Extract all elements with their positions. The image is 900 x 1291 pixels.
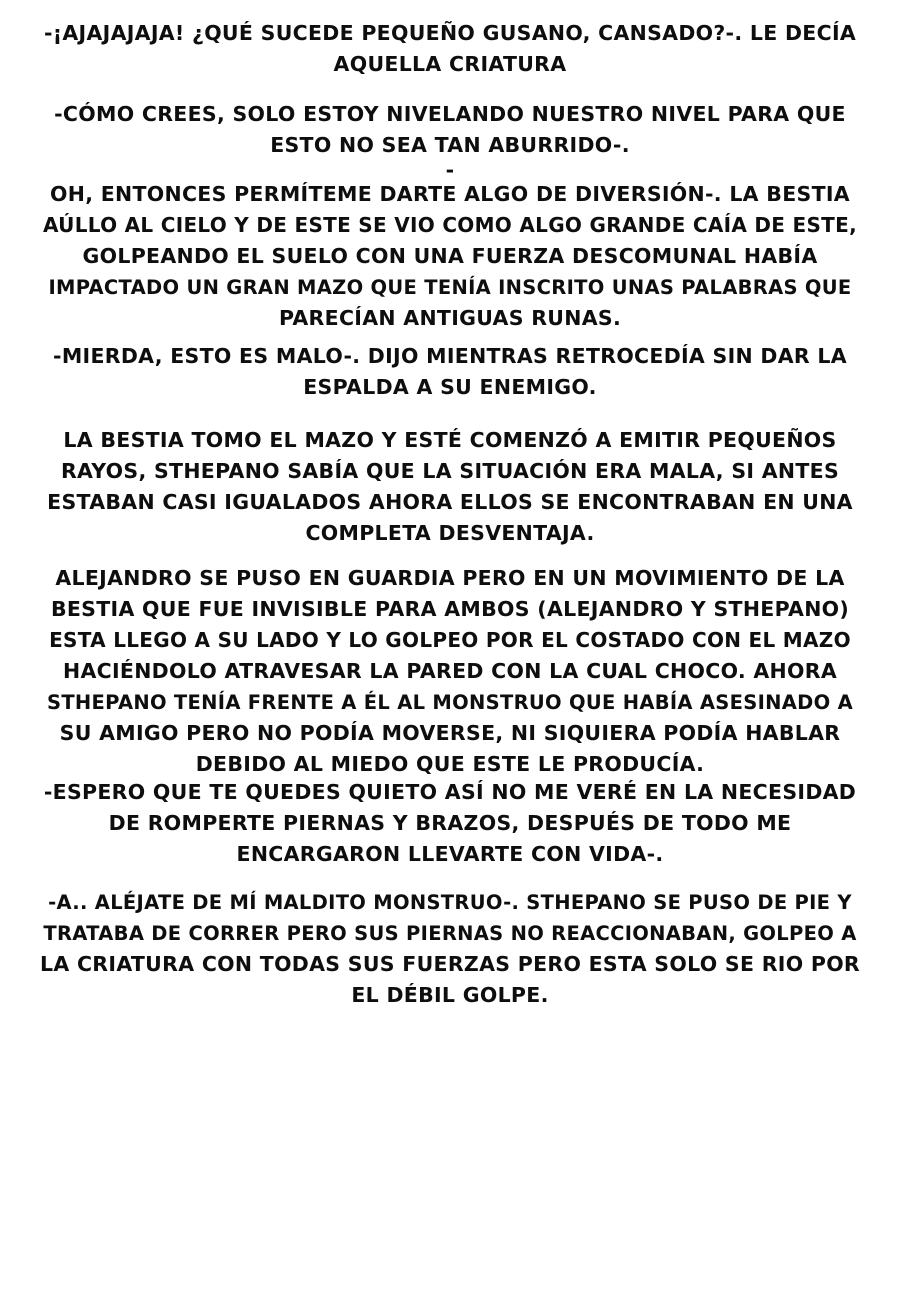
text-line: DE ROMPERTE PIERNAS Y BRAZOS, DESPUÉS DE TODO ME <box>108 811 792 835</box>
text-line: TRATABA DE CORRER PERO SUS PIERNAS NO REACCIONABAN, GOLPEO A <box>43 922 857 945</box>
text-line: PARECÍAN ANTIGUAS RUNAS. <box>278 306 622 330</box>
paragraph-6 <box>40 777 860 870</box>
text-line: LA BESTIA TOMO EL MAZO Y ESTÉ COMENZÓ A EMITIR PEQUEÑOS <box>63 428 837 452</box>
text-line: -¡AJAJAJAJA! ¿QUÉ SUCEDE PEQUEÑO GUSANO, CANSADO?-. LE DECÍA <box>43 21 857 45</box>
text-line: AÚLLO AL CIELO Y DE ESTE SE VIO COMO ALGO GRANDE CAÍA DE ESTE, <box>43 213 857 237</box>
text-line: DEBIDO AL MIEDO QUE ESTE LE PRODUCÍA. <box>195 752 705 776</box>
text-line: GOLPEANDO EL SUELO CON UNA FUERZA DESCOMUNAL HABÍA <box>82 244 818 268</box>
paragraph-7 <box>40 887 860 1011</box>
paragraph-2 <box>40 99 860 334</box>
text-line: STHEPANO TENÍA FRENTE A ÉL AL MONSTRUO QUE HABÍA ASESINADO A <box>46 691 854 714</box>
text-line: ENCARGARON LLEVARTE CON VIDA-. <box>236 842 664 866</box>
text-line: LA CRIATURA CON TODAS SUS FUERZAS PERO ESTA SOLO SE RIO POR <box>40 952 861 976</box>
text-line: -CÓMO CREES, SOLO ESTOY NIVELANDO NUESTRO NIVEL PARA QUE <box>54 102 846 126</box>
paragraph-3 <box>40 341 860 403</box>
text-line: ESTA LLEGO A SU LADO Y LO GOLPEO POR EL COSTADO CON EL MAZO <box>49 628 851 652</box>
text-line: - <box>445 158 455 182</box>
paragraph-5 <box>40 563 860 780</box>
text-line: ESPALDA A SU ENEMIGO. <box>303 375 597 399</box>
text-line: AQUELLA CRIATURA <box>333 52 567 76</box>
text-line: HACIÉNDOLO ATRAVESAR LA PARED CON LA CUAL CHOCO. AHORA <box>63 659 837 683</box>
text-line: SU AMIGO PERO NO PODÍA MOVERSE, NI SIQUIERA PODÍA HABLAR <box>59 721 841 745</box>
text-line: ESTO NO SEA TAN ABURRIDO-. <box>270 133 630 157</box>
text-line: OH, ENTONCES PERMÍTEME DARTE ALGO DE DIVERSIÓN-. LA BESTIA <box>50 182 850 206</box>
text-line: EL DÉBIL GOLPE. <box>351 983 549 1007</box>
text-line: BESTIA QUE FUE INVISIBLE PARA AMBOS (ALEJANDRO Y STHEPANO) <box>50 597 850 621</box>
paragraph-4 <box>40 425 860 549</box>
text-line: RAYOS, STHEPANO SABÍA QUE LA SITUACIÓN ERA MALA, SI ANTES <box>60 459 840 483</box>
text-line: ALEJANDRO SE PUSO EN GUARDIA PERO EN UN MOVIMIENTO DE LA <box>55 566 845 590</box>
text-line: ESTABAN CASI IGUALADOS AHORA ELLOS SE ENCONTRABAN EN UNA <box>47 490 853 514</box>
text-line: -A.. ALÉJATE DE MÍ MALDITO MONSTRUO-. STHEPANO SE PUSO DE PIE Y <box>48 891 852 914</box>
text-line: IMPACTADO UN GRAN MAZO QUE TENÍA INSCRITO UNAS PALABRAS QUE <box>48 276 852 299</box>
paragraph-1 <box>40 18 860 80</box>
text-line: -MIERDA, ESTO ES MALO-. DIJO MIENTRAS RETROCEDÍA SIN DAR LA <box>53 344 847 368</box>
text-line: -ESPERO QUE TE QUEDES QUIETO ASÍ NO ME VERÉ EN LA NECESIDAD <box>43 780 857 804</box>
text-line: COMPLETA DESVENTAJA. <box>305 521 595 545</box>
